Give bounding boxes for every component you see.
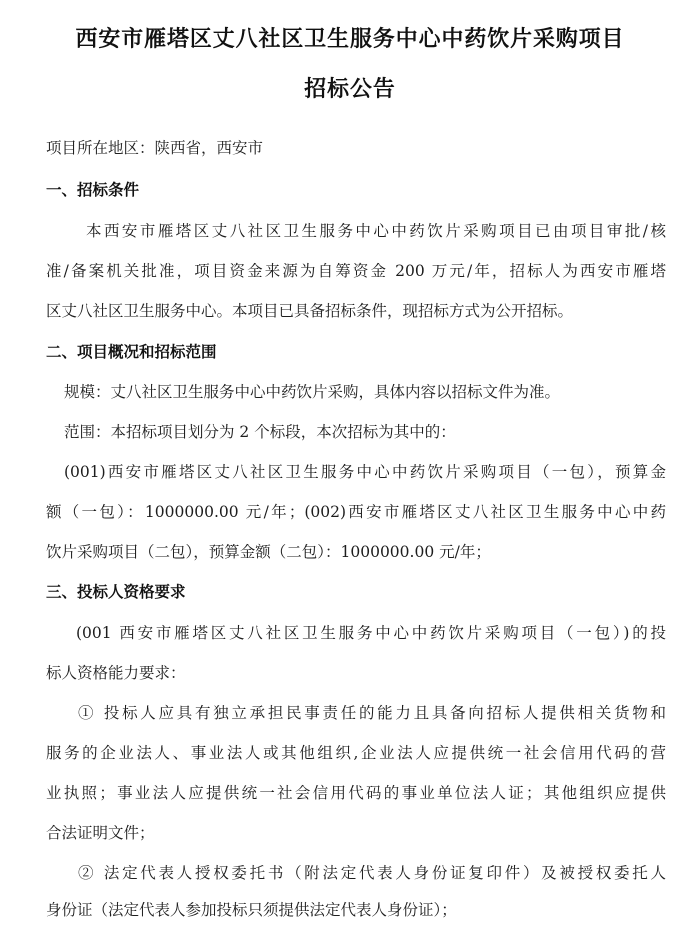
section-3-heading: 三、投标人资格要求 [46, 583, 186, 601]
project-location: 项目所在地区：陕西省，西安市 [46, 139, 264, 157]
requirement-item-1-line: 合法证明文件； [46, 824, 155, 842]
document-title-line-1: 西安市雁塔区丈八社区卫生服务中心中药饮片采购项目 [75, 27, 625, 52]
lot-line: (001)西安市雁塔区丈八社区卫生服务中心中药饮片采购项目（一包），预算金 [64, 463, 666, 481]
lot-line: 额（一包）：1000000.00 元/年；(002)西安市雁塔区丈八社区卫生服务中心中药 [46, 503, 666, 521]
lot-line: 饮片采购项目（二包），预算金额（二包）：1000000.00 元/年； [46, 543, 491, 561]
qualification-intro-line: (001 西安市雁塔区丈八社区卫生服务中心中药饮片采购项目（一包）)的投 [76, 624, 666, 642]
section-2-heading: 二、项目概况和招标范围 [46, 343, 217, 361]
paragraph-line: 本西安市雁塔区丈八社区卫生服务中心中药饮片采购项目已由项目审批/核 [86, 222, 666, 240]
requirement-item-1-line: 业执照；事业法人应提供统一社会信用代码的事业单位法人证；其他组织应提供 [46, 784, 666, 802]
paragraph-line: 区丈八社区卫生服务中心。本项目已具备招标条件，现招标方式为公开招标。 [46, 302, 574, 320]
section-1-heading: 一、招标条件 [46, 181, 140, 199]
scope-line: 范围：本招标项目划分为 2 个标段，本次招标为其中的： [64, 423, 456, 441]
document-title-line-2: 招标公告 [304, 77, 396, 102]
requirement-item-1-line: 服务的企业法人、事业法人或其他组织,企业法人应提供统一社会信用代码的营 [46, 744, 666, 762]
paragraph-line: 准/备案机关批准，项目资金来源为自筹资金 200 万元/年，招标人为西安市雁塔 [46, 262, 666, 280]
qualification-intro-line: 标人资格能力要求： [46, 664, 186, 682]
scale-line: 规模：丈八社区卫生服务中心中药饮片采购，具体内容以招标文件为准。 [64, 383, 561, 401]
requirement-item-2-line: 身份证（法定代表人参加投标只须提供法定代表人身份证）； [46, 901, 457, 919]
requirement-item-1-line: ① 投标人应具有独立承担民事责任的能力且具备向招标人提供相关货物和 [78, 704, 666, 722]
requirement-item-2-line: ② 法定代表人授权委托书（附法定代表人身份证复印件）及被授权委托人 [78, 864, 666, 882]
